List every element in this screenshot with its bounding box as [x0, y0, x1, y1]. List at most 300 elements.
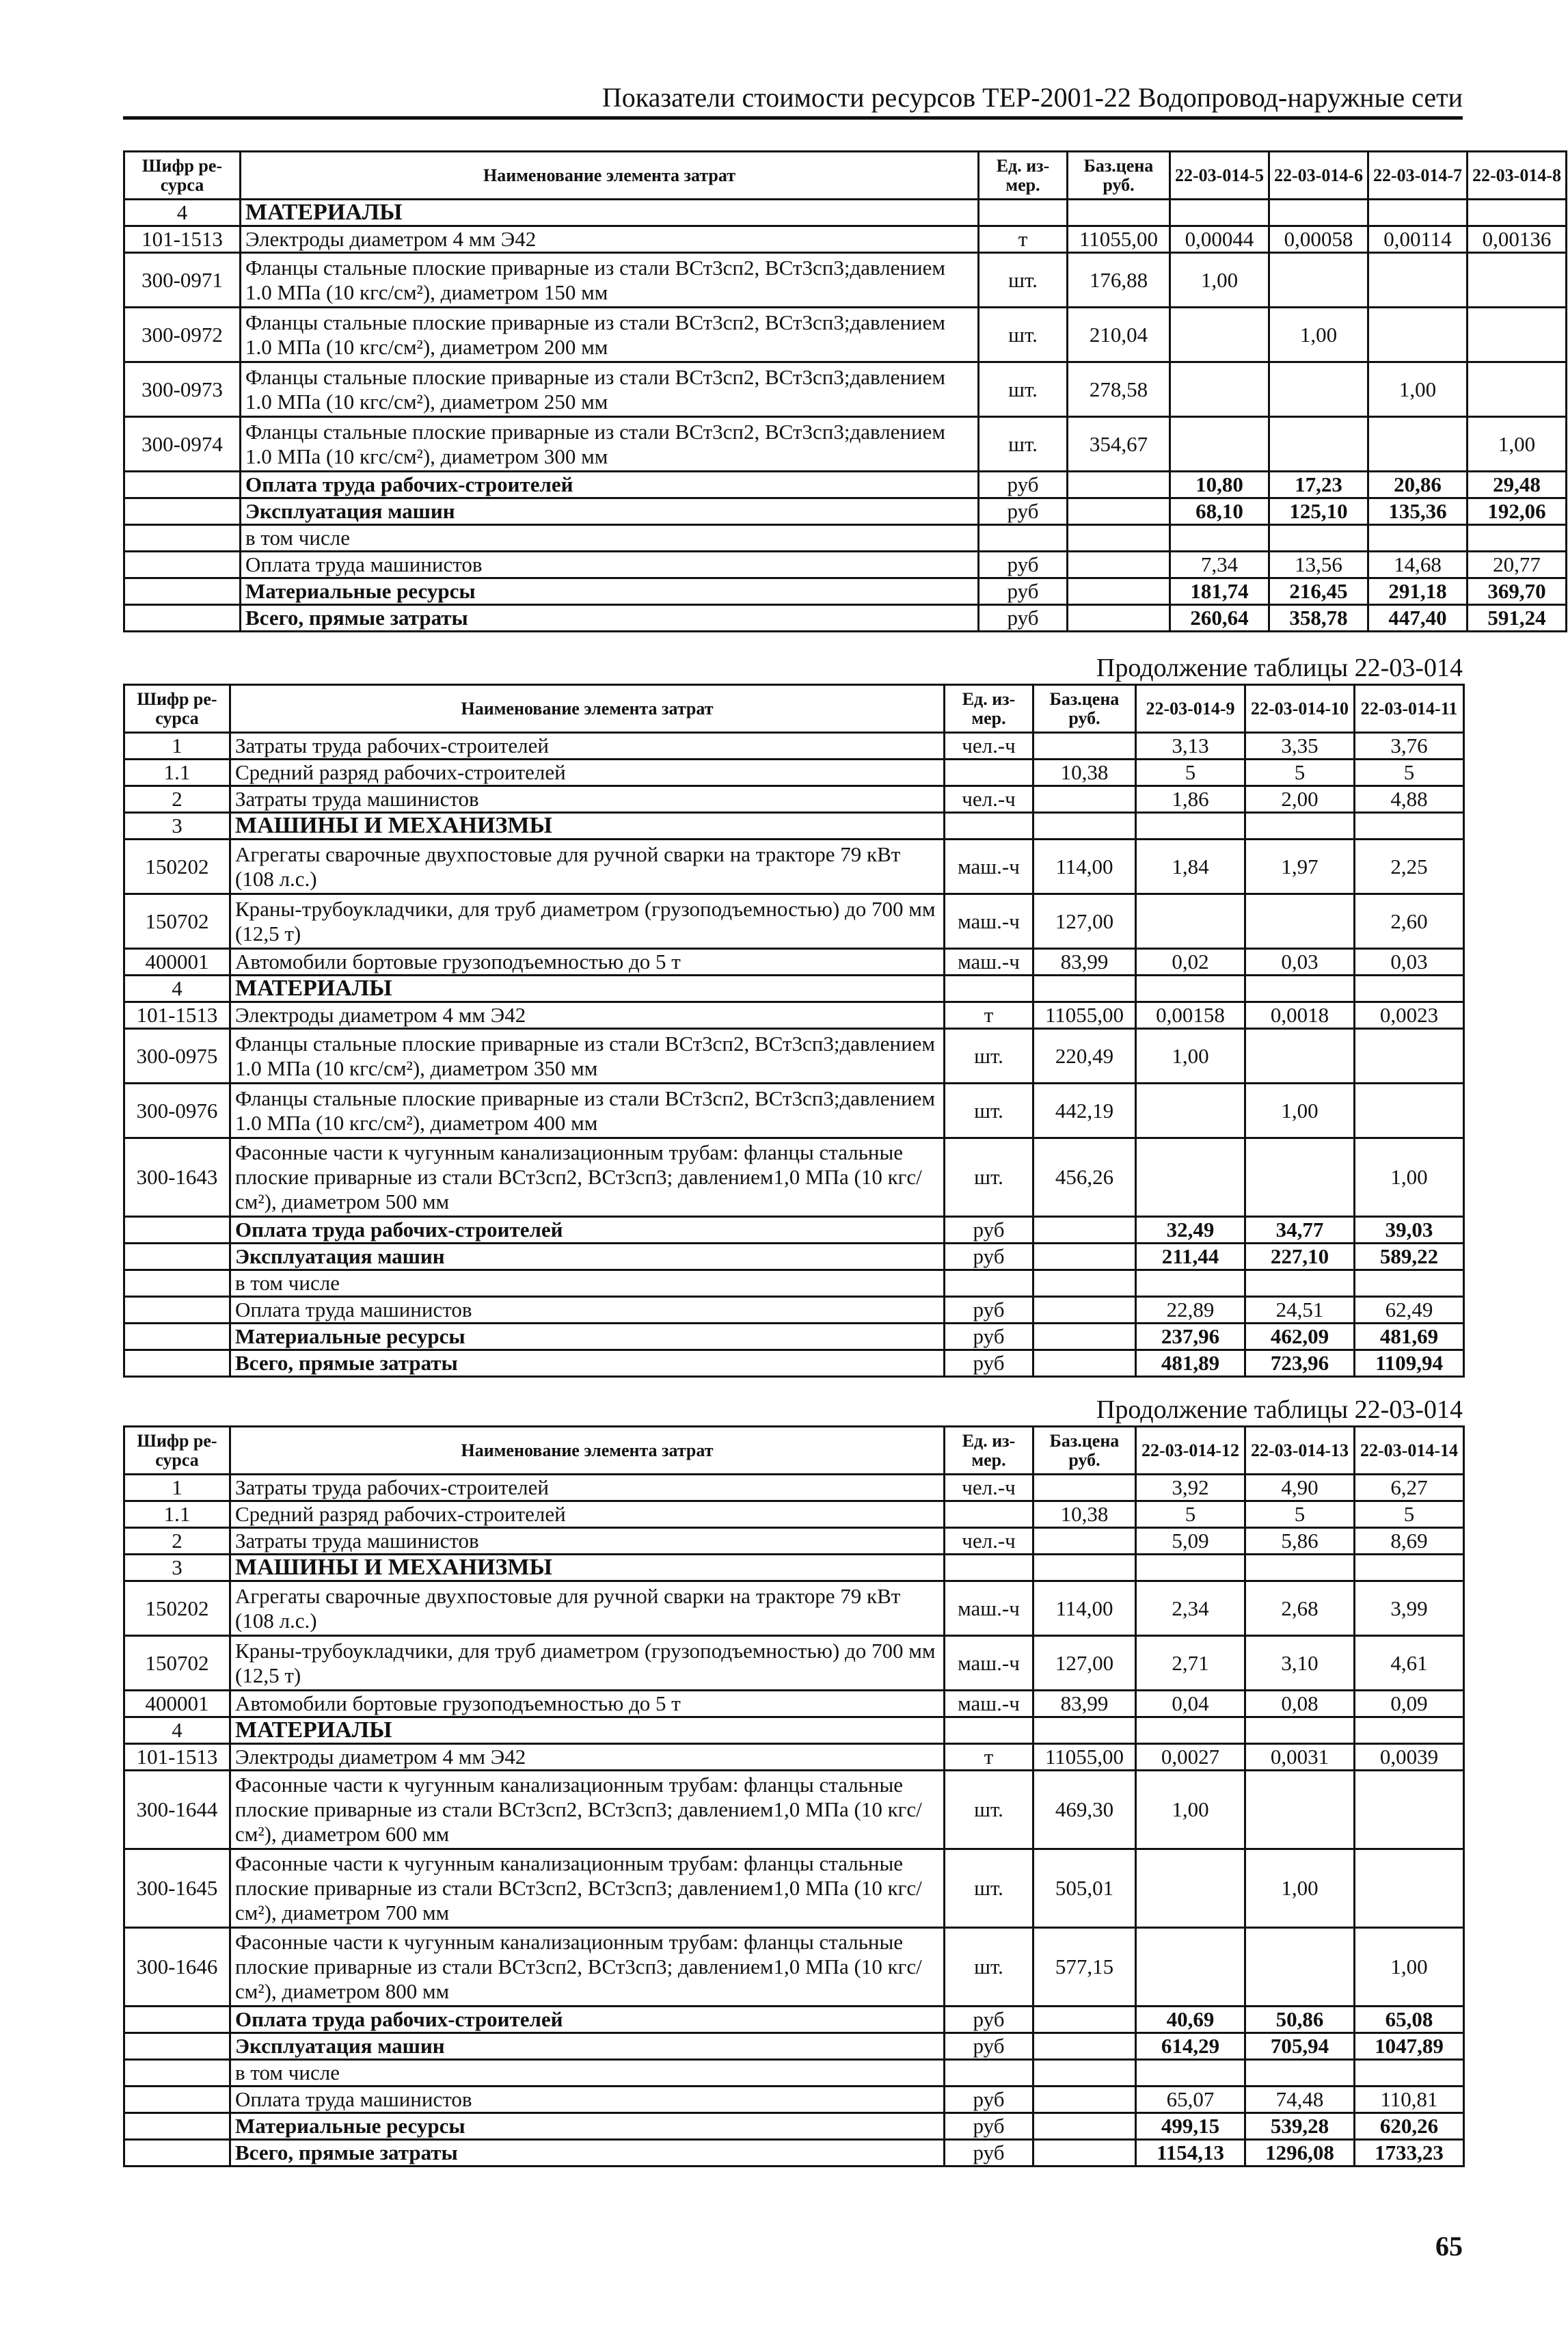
resource-code-cell [124, 1324, 230, 1350]
cost-element-name-cell: МАТЕРИАЛЫ [230, 976, 945, 1002]
norm-value-cell: 723,96 [1245, 1350, 1355, 1377]
cost-element-name-cell: Электроды диаметром 4 мм Э42 [230, 1744, 945, 1771]
unit-cell: т [945, 1002, 1033, 1029]
norm-value-cell [1136, 976, 1245, 1002]
unit-cell: руб [945, 2007, 1033, 2033]
column-header: 22-03-014-6 [1269, 152, 1368, 200]
unit-cell: руб [979, 472, 1068, 498]
unit-cell: маш.-ч [945, 1581, 1033, 1636]
resource-code-cell [124, 2113, 230, 2140]
base-price-cell [1033, 2033, 1136, 2060]
table-row [124, 605, 1567, 632]
norm-value-cell: 211,44 [1136, 1244, 1245, 1270]
norm-value-cell: 0,09 [1355, 1691, 1464, 1717]
table-row [124, 2060, 1464, 2087]
cost-element-name-cell: Материальные ресурсы [241, 578, 979, 605]
norm-value-cell: 291,18 [1368, 578, 1468, 605]
base-price-cell [1033, 976, 1136, 1002]
base-price-cell [1068, 605, 1170, 632]
norm-value-cell [1468, 200, 1567, 226]
norm-value-cell: 192,06 [1468, 498, 1567, 525]
resource-code-cell: 101-1513 [124, 1002, 230, 1029]
norm-value-cell: 5,09 [1136, 1528, 1245, 1555]
norm-value-cell [1355, 1029, 1464, 1084]
norm-value-cell: 1,00 [1269, 308, 1368, 362]
resource-code-cell [124, 2140, 230, 2167]
table-row [124, 472, 1567, 498]
unit-cell: руб [979, 552, 1068, 578]
table-row [124, 1270, 1464, 1297]
resource-code-cell [124, 2033, 230, 2060]
norm-value-cell [1269, 525, 1368, 552]
cost-table-3 [123, 1425, 1463, 2167]
norm-value-cell [1136, 894, 1245, 949]
base-price-cell [1033, 2060, 1136, 2087]
table-row [124, 1555, 1464, 1581]
resource-code-cell [124, 2060, 230, 2087]
unit-cell: чел.-ч [945, 786, 1033, 813]
norm-value-cell [1368, 308, 1468, 362]
unit-cell: руб [945, 1297, 1033, 1324]
unit-cell: маш.-ч [945, 894, 1033, 949]
column-header: Шифр ре-сурса [124, 1427, 230, 1475]
unit-cell: шт. [945, 1029, 1033, 1084]
norm-value-cell: 14,68 [1368, 552, 1468, 578]
norm-value-cell [1170, 200, 1269, 226]
norm-value-cell [1136, 1555, 1245, 1581]
norm-value-cell: 17,23 [1269, 472, 1368, 498]
base-price-cell [1033, 1350, 1136, 1377]
unit-cell: руб [945, 1324, 1033, 1350]
norm-value-cell [1245, 1555, 1355, 1581]
table-header-row [124, 1427, 1464, 1475]
unit-cell: шт. [945, 1849, 1033, 1928]
unit-cell: руб [979, 578, 1068, 605]
norm-value-cell [1269, 417, 1368, 472]
norm-value-cell: 20,77 [1468, 552, 1567, 578]
cost-table-1 [123, 150, 1561, 632]
norm-value-cell: 13,56 [1269, 552, 1368, 578]
norm-value-cell: 74,48 [1245, 2087, 1355, 2113]
resource-code-cell: 1.1 [124, 760, 230, 786]
norm-value-cell: 34,77 [1245, 1217, 1355, 1244]
norm-value-cell: 50,86 [1245, 2007, 1355, 2033]
table-row [124, 949, 1464, 976]
cost-element-name-cell: Электроды диаметром 4 мм Э42 [241, 226, 979, 253]
table-row [124, 253, 1567, 308]
unit-cell: т [979, 226, 1068, 253]
norm-value-cell: 32,49 [1136, 1217, 1245, 1244]
unit-cell: чел.-ч [945, 1528, 1033, 1555]
column-header: 22-03-014-7 [1368, 152, 1468, 200]
resource-code-cell: 400001 [124, 1691, 230, 1717]
unit-cell [945, 813, 1033, 840]
table-row [124, 760, 1464, 786]
cost-element-name-cell: Материальные ресурсы [230, 2113, 945, 2140]
resource-code-cell: 300-1643 [124, 1138, 230, 1217]
cost-element-name-cell: МАШИНЫ И МЕХАНИЗМЫ [230, 813, 945, 840]
resource-code-cell [124, 1217, 230, 1244]
base-price-cell: 176,88 [1068, 253, 1170, 308]
norm-value-cell: 0,0023 [1355, 1002, 1464, 1029]
norm-value-cell: 0,03 [1245, 949, 1355, 976]
norm-value-cell [1136, 813, 1245, 840]
norm-value-cell: 5 [1245, 1501, 1355, 1528]
norm-value-cell: 1,86 [1136, 786, 1245, 813]
cost-element-name-cell: Краны-трубоукладчики, для труб диаметром (грузоподъемностью) до 700 мм (12,5 т) [230, 894, 945, 949]
norm-value-cell: 22,89 [1136, 1297, 1245, 1324]
norm-value-cell: 0,00136 [1468, 226, 1567, 253]
base-price-cell [1033, 1217, 1136, 1244]
norm-value-cell: 68,10 [1170, 498, 1269, 525]
base-price-cell: 210,04 [1068, 308, 1170, 362]
base-price-cell: 114,00 [1033, 840, 1136, 894]
norm-value-cell [1269, 200, 1368, 226]
table-row [124, 1084, 1464, 1138]
table-row [124, 1297, 1464, 1324]
resource-code-cell: 3 [124, 813, 230, 840]
norm-value-cell: 5 [1355, 760, 1464, 786]
table-row [124, 1928, 1464, 2007]
resource-code-cell: 4 [124, 200, 241, 226]
norm-value-cell: 1,00 [1245, 1084, 1355, 1138]
norm-value-cell [1245, 1717, 1355, 1744]
norm-value-cell: 2,71 [1136, 1636, 1245, 1691]
norm-value-cell: 1,00 [1355, 1928, 1464, 2007]
base-price-cell: 83,99 [1033, 1691, 1136, 1717]
base-price-cell [1068, 525, 1170, 552]
base-price-cell: 220,49 [1033, 1029, 1136, 1084]
cost-element-name-cell: МАШИНЫ И МЕХАНИЗМЫ [230, 1555, 945, 1581]
cost-element-name-cell: Оплата труда машинистов [241, 552, 979, 578]
norm-value-cell: 2,00 [1245, 786, 1355, 813]
cost-element-name-cell: Фасонные части к чугунным канализационным трубам: фланцы стальные плоские приварные из стали ВСт3сп2, ВСт3сп3; давлением1,0 МПа (10 кгс/см²), диаметром 800 мм [230, 1928, 945, 2007]
norm-value-cell: 5 [1136, 760, 1245, 786]
resource-code-cell: 4 [124, 976, 230, 1002]
table-row [124, 1691, 1464, 1717]
norm-value-cell: 7,34 [1170, 552, 1269, 578]
base-price-cell [1068, 200, 1170, 226]
resource-code-cell: 1 [124, 733, 230, 760]
page-header-title: Показатели стоимости ресурсов ТЕР-2001-22 Водопровод-наружные сети [601, 82, 1463, 113]
unit-cell: руб [945, 2033, 1033, 2060]
cost-element-name-cell: Всего, прямые затраты [241, 605, 979, 632]
norm-value-cell: 1047,89 [1355, 2033, 1464, 2060]
column-header: 22-03-014-11 [1355, 685, 1464, 733]
norm-value-cell: 39,03 [1355, 1217, 1464, 1244]
cost-element-name-cell: МАТЕРИАЛЫ [230, 1717, 945, 1744]
norm-value-cell [1355, 976, 1464, 1002]
unit-cell: маш.-ч [945, 840, 1033, 894]
resource-code-cell [124, 605, 241, 632]
cost-element-name-cell: Агрегаты сварочные двухпостовые для ручной сварки на тракторе 79 кВт (108 л.с.) [230, 1581, 945, 1636]
base-price-cell [1068, 498, 1170, 525]
norm-value-cell [1170, 362, 1269, 417]
table-row [124, 2007, 1464, 2033]
cost-element-name-cell: Оплата труда машинистов [230, 1297, 945, 1324]
column-header: 22-03-014-9 [1136, 685, 1245, 733]
norm-value-cell: 0,00114 [1368, 226, 1468, 253]
resource-code-cell [124, 472, 241, 498]
norm-value-cell: 462,09 [1245, 1324, 1355, 1350]
resource-code-cell: 300-0972 [124, 308, 241, 362]
norm-value-cell [1368, 200, 1468, 226]
resource-code-cell: 300-0975 [124, 1029, 230, 1084]
resource-code-cell: 1 [124, 1475, 230, 1501]
cost-element-name-cell: Фланцы стальные плоские приварные из стали ВСт3сп2, ВСт3сп3;давлением 1.0 МПа (10 кгс/см²), диаметром 400 мм [230, 1084, 945, 1138]
table-row [124, 1528, 1464, 1555]
table-row [124, 200, 1567, 226]
table-row [124, 2087, 1464, 2113]
norm-value-cell: 4,88 [1355, 786, 1464, 813]
resource-code-cell: 300-1646 [124, 1928, 230, 2007]
norm-value-cell [1368, 525, 1468, 552]
norm-value-cell: 5,86 [1245, 1528, 1355, 1555]
base-price-cell: 10,38 [1033, 760, 1136, 786]
resource-code-cell: 300-0974 [124, 417, 241, 472]
cost-element-name-cell: Агрегаты сварочные двухпостовые для ручной сварки на тракторе 79 кВт (108 л.с.) [230, 840, 945, 894]
norm-value-cell: 260,64 [1170, 605, 1269, 632]
norm-value-cell: 5 [1355, 1501, 1464, 1528]
norm-value-cell [1468, 253, 1567, 308]
norm-value-cell: 24,51 [1245, 1297, 1355, 1324]
norm-value-cell: 614,29 [1136, 2033, 1245, 2060]
norm-value-cell [1355, 2060, 1464, 2087]
norm-value-cell [1245, 976, 1355, 1002]
base-price-cell: 114,00 [1033, 1581, 1136, 1636]
base-price-cell: 505,01 [1033, 1849, 1136, 1928]
unit-cell: руб [945, 2140, 1033, 2167]
norm-value-cell [1170, 525, 1269, 552]
base-price-cell: 11055,00 [1033, 1744, 1136, 1771]
norm-value-cell: 4,61 [1355, 1636, 1464, 1691]
norm-value-cell: 181,74 [1170, 578, 1269, 605]
unit-cell [945, 1555, 1033, 1581]
base-price-cell [1068, 552, 1170, 578]
base-price-cell: 577,15 [1033, 1928, 1136, 2007]
norm-value-cell: 0,00044 [1170, 226, 1269, 253]
cost-table-2 [123, 684, 1463, 1378]
unit-cell: шт. [979, 253, 1068, 308]
norm-value-cell: 3,10 [1245, 1636, 1355, 1691]
norm-value-cell: 5 [1136, 1501, 1245, 1528]
norm-value-cell: 705,94 [1245, 2033, 1355, 2060]
base-price-cell [1033, 2140, 1136, 2167]
norm-value-cell [1468, 308, 1567, 362]
cost-element-name-cell: Фасонные части к чугунным канализационным трубам: фланцы стальные плоские приварные из стали ВСт3сп2, ВСт3сп3; давлением1,0 МПа (10 кгс/см²), диаметром 500 мм [230, 1138, 945, 1217]
norm-value-cell [1269, 253, 1368, 308]
table-row [124, 2033, 1464, 2060]
norm-value-cell: 3,76 [1355, 733, 1464, 760]
resource-code-cell [124, 2087, 230, 2113]
table-row [124, 552, 1567, 578]
norm-value-cell [1245, 813, 1355, 840]
column-header: 22-03-014-8 [1468, 152, 1567, 200]
table-row [124, 578, 1567, 605]
norm-value-cell: 481,89 [1136, 1350, 1245, 1377]
base-price-cell [1033, 733, 1136, 760]
unit-cell: чел.-ч [945, 1475, 1033, 1501]
norm-value-cell [1355, 813, 1464, 840]
resource-code-cell: 101-1513 [124, 1744, 230, 1771]
column-header: Наименование элемента затрат [230, 685, 945, 733]
norm-value-cell [1136, 1928, 1245, 2007]
table-row [124, 2140, 1464, 2167]
cost-element-name-cell: Оплата труда рабочих-строителей [230, 2007, 945, 2033]
table-row [124, 1849, 1464, 1928]
column-header: Баз.цена руб. [1068, 152, 1170, 200]
cost-element-name-cell: Эксплуатация машин [241, 498, 979, 525]
table-row [124, 1771, 1464, 1849]
resource-code-cell: 2 [124, 1528, 230, 1555]
base-price-cell: 83,99 [1033, 949, 1136, 976]
norm-value-cell: 2,60 [1355, 894, 1464, 949]
norm-value-cell [1136, 1270, 1245, 1297]
resource-code-cell: 4 [124, 1717, 230, 1744]
norm-value-cell: 20,86 [1368, 472, 1468, 498]
norm-value-cell: 2,34 [1136, 1581, 1245, 1636]
norm-value-cell: 40,69 [1136, 2007, 1245, 2033]
column-header: Ед. из-мер. [945, 1427, 1033, 1475]
base-price-cell: 469,30 [1033, 1771, 1136, 1849]
base-price-cell [1033, 2087, 1136, 2113]
unit-cell: руб [979, 498, 1068, 525]
norm-value-cell: 110,81 [1355, 2087, 1464, 2113]
resource-table [123, 1425, 1465, 2167]
column-header: Ед. из-мер. [945, 685, 1033, 733]
table-row [124, 1029, 1464, 1084]
norm-value-cell: 620,26 [1355, 2113, 1464, 2140]
norm-value-cell [1245, 1138, 1355, 1217]
table-row [124, 362, 1567, 417]
cost-element-name-cell: Фасонные части к чугунным канализационным трубам: фланцы стальные плоские приварные из стали ВСт3сп2, ВСт3сп3; давлением1,0 МПа (10 кгс/см²), диаметром 700 мм [230, 1849, 945, 1928]
cost-element-name-cell: Эксплуатация машин [230, 2033, 945, 2060]
norm-value-cell: 481,69 [1355, 1324, 1464, 1350]
base-price-cell [1033, 786, 1136, 813]
table-row [124, 308, 1567, 362]
header-rule [123, 116, 1463, 120]
resource-code-cell: 300-0976 [124, 1084, 230, 1138]
base-price-cell: 10,38 [1033, 1501, 1136, 1528]
norm-value-cell: 6,27 [1355, 1475, 1464, 1501]
cost-element-name-cell: Фланцы стальные плоские приварные из стали ВСт3сп2, ВСт3сп3;давлением 1.0 МПа (10 кгс/см²), диаметром 150 мм [241, 253, 979, 308]
unit-cell: маш.-ч [945, 1691, 1033, 1717]
norm-value-cell: 5 [1245, 760, 1355, 786]
table-row [124, 733, 1464, 760]
resource-code-cell [124, 578, 241, 605]
column-header: Шифр ре-сурса [124, 152, 241, 200]
unit-cell: шт. [979, 417, 1068, 472]
unit-cell [945, 1717, 1033, 1744]
norm-value-cell: 0,0039 [1355, 1744, 1464, 1771]
unit-cell: шт. [945, 1084, 1033, 1138]
column-header: Наименование элемента затрат [230, 1427, 945, 1475]
norm-value-cell [1245, 2060, 1355, 2087]
cost-element-name-cell: Эксплуатация машин [230, 1244, 945, 1270]
norm-value-cell: 10,80 [1170, 472, 1269, 498]
norm-value-cell: 1,84 [1136, 840, 1245, 894]
base-price-cell [1033, 813, 1136, 840]
norm-value-cell: 591,24 [1468, 605, 1567, 632]
resource-code-cell: 1.1 [124, 1501, 230, 1528]
base-price-cell: 11055,00 [1068, 226, 1170, 253]
unit-cell: руб [945, 2087, 1033, 2113]
base-price-cell [1033, 1555, 1136, 1581]
norm-value-cell: 358,78 [1269, 605, 1368, 632]
table-row [124, 1636, 1464, 1691]
norm-value-cell [1136, 2060, 1245, 2087]
resource-code-cell: 150202 [124, 1581, 230, 1636]
cost-element-name-cell: Краны-трубоукладчики, для труб диаметром (грузоподъемностью) до 700 мм (12,5 т) [230, 1636, 945, 1691]
norm-value-cell: 0,0018 [1245, 1002, 1355, 1029]
norm-value-cell [1136, 1849, 1245, 1928]
unit-cell: руб [945, 2113, 1033, 2140]
resource-code-cell: 300-0971 [124, 253, 241, 308]
norm-value-cell [1245, 1928, 1355, 2007]
norm-value-cell: 1,00 [1245, 1849, 1355, 1928]
base-price-cell [1033, 1270, 1136, 1297]
norm-value-cell: 0,02 [1136, 949, 1245, 976]
norm-value-cell: 2,68 [1245, 1581, 1355, 1636]
table-row [124, 1717, 1464, 1744]
norm-value-cell [1355, 1555, 1464, 1581]
cost-element-name-cell: в том числе [230, 2060, 945, 2087]
cost-element-name-cell: в том числе [241, 525, 979, 552]
norm-value-cell: 2,25 [1355, 840, 1464, 894]
norm-value-cell [1136, 1138, 1245, 1217]
cost-element-name-cell: Затраты труда рабочих-строителей [230, 1475, 945, 1501]
norm-value-cell: 0,00058 [1269, 226, 1368, 253]
base-price-cell: 127,00 [1033, 1636, 1136, 1691]
base-price-cell [1033, 1324, 1136, 1350]
cost-element-name-cell: Всего, прямые затраты [230, 1350, 945, 1377]
base-price-cell [1033, 1297, 1136, 1324]
base-price-cell: 442,19 [1033, 1084, 1136, 1138]
unit-cell [945, 2060, 1033, 2087]
cost-element-name-cell: Фланцы стальные плоские приварные из стали ВСт3сп2, ВСт3сп3;давлением 1.0 МПа (10 кгс/см²), диаметром 350 мм [230, 1029, 945, 1084]
base-price-cell: 354,67 [1068, 417, 1170, 472]
base-price-cell [1068, 472, 1170, 498]
column-header: Наименование элемента затрат [241, 152, 979, 200]
unit-cell: маш.-ч [945, 1636, 1033, 1691]
unit-cell: маш.-ч [945, 949, 1033, 976]
cost-element-name-cell: Затраты труда рабочих-строителей [230, 733, 945, 760]
norm-value-cell: 1109,94 [1355, 1350, 1464, 1377]
norm-value-cell [1355, 1084, 1464, 1138]
norm-value-cell [1355, 1771, 1464, 1849]
resource-table [123, 150, 1567, 632]
resource-table [123, 684, 1465, 1378]
norm-value-cell: 135,36 [1368, 498, 1468, 525]
cost-element-name-cell: Оплата труда рабочих-строителей [241, 472, 979, 498]
column-header: Баз.цена руб. [1033, 685, 1136, 733]
table-row [124, 1244, 1464, 1270]
table-row [124, 417, 1567, 472]
cost-element-name-cell: Материальные ресурсы [230, 1324, 945, 1350]
base-price-cell [1033, 1475, 1136, 1501]
base-price-cell: 127,00 [1033, 894, 1136, 949]
norm-value-cell: 237,96 [1136, 1324, 1245, 1350]
unit-cell: т [945, 1744, 1033, 1771]
table-row [124, 1002, 1464, 1029]
resource-code-cell [124, 1244, 230, 1270]
table-row [124, 1744, 1464, 1771]
norm-value-cell: 369,70 [1468, 578, 1567, 605]
norm-value-cell: 65,07 [1136, 2087, 1245, 2113]
cost-element-name-cell: Всего, прямые затраты [230, 2140, 945, 2167]
base-price-cell [1033, 1717, 1136, 1744]
unit-cell: шт. [945, 1138, 1033, 1217]
